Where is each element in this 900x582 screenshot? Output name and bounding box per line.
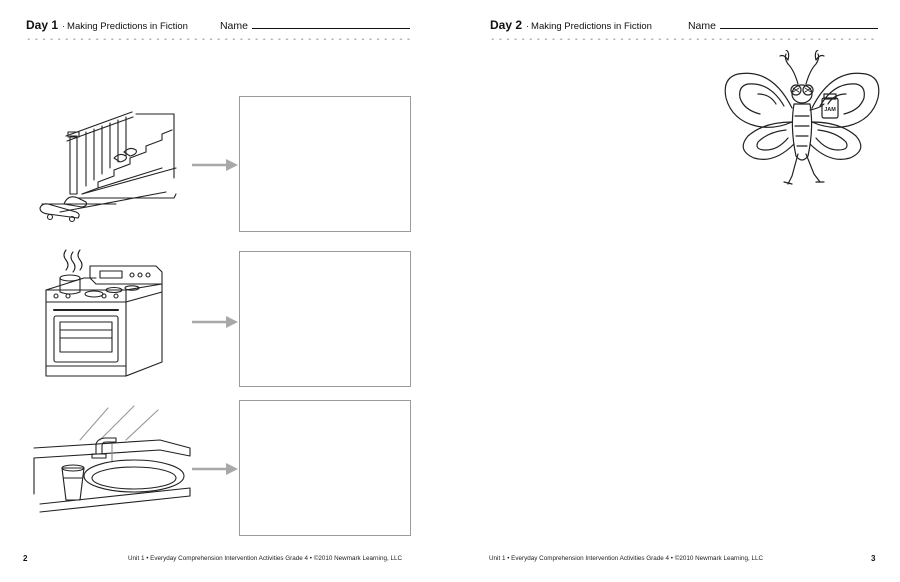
header-separator: · <box>62 21 66 31</box>
page-number: 2 <box>23 554 28 563</box>
staircase-with-skateboard <box>36 108 180 224</box>
footer-credit: Unit 1 • Everyday Comprehension Intervention Activities Grade 4 • ©2010 Newmark Learning, LLC <box>489 555 764 562</box>
right-arrow-icon <box>190 158 240 172</box>
header-separator: · <box>526 21 530 31</box>
answer-box-1[interactable] <box>239 96 411 232</box>
skill-title: Making Predictions in Fiction <box>531 21 652 32</box>
day-label: Day 2 <box>490 18 523 32</box>
stove-with-steaming-pot <box>40 248 170 380</box>
skill-title: Making Predictions in Fiction <box>67 21 188 32</box>
name-field[interactable] <box>252 19 410 29</box>
name-field[interactable] <box>720 19 878 29</box>
butterfly-with-jam-jar <box>718 50 884 196</box>
right-arrow-icon <box>190 315 240 329</box>
name-label: Name <box>219 20 248 32</box>
page-header <box>490 18 878 34</box>
right-arrow-icon <box>190 462 240 476</box>
page-header <box>26 18 410 34</box>
dotted-divider <box>25 38 411 40</box>
answer-box-3[interactable] <box>239 400 411 536</box>
dotted-divider <box>489 38 875 40</box>
day-label: Day 1 <box>26 18 59 32</box>
jar-label: JAM <box>824 107 836 113</box>
footer-credit: Unit 1 • Everyday Comprehension Intervention Activities Grade 4 • ©2010 Newmark Learning, LLC <box>128 555 403 562</box>
sink-with-running-faucet <box>30 404 194 520</box>
answer-box-2[interactable] <box>239 251 411 387</box>
name-label: Name <box>687 20 716 32</box>
page-number: 3 <box>871 554 876 563</box>
